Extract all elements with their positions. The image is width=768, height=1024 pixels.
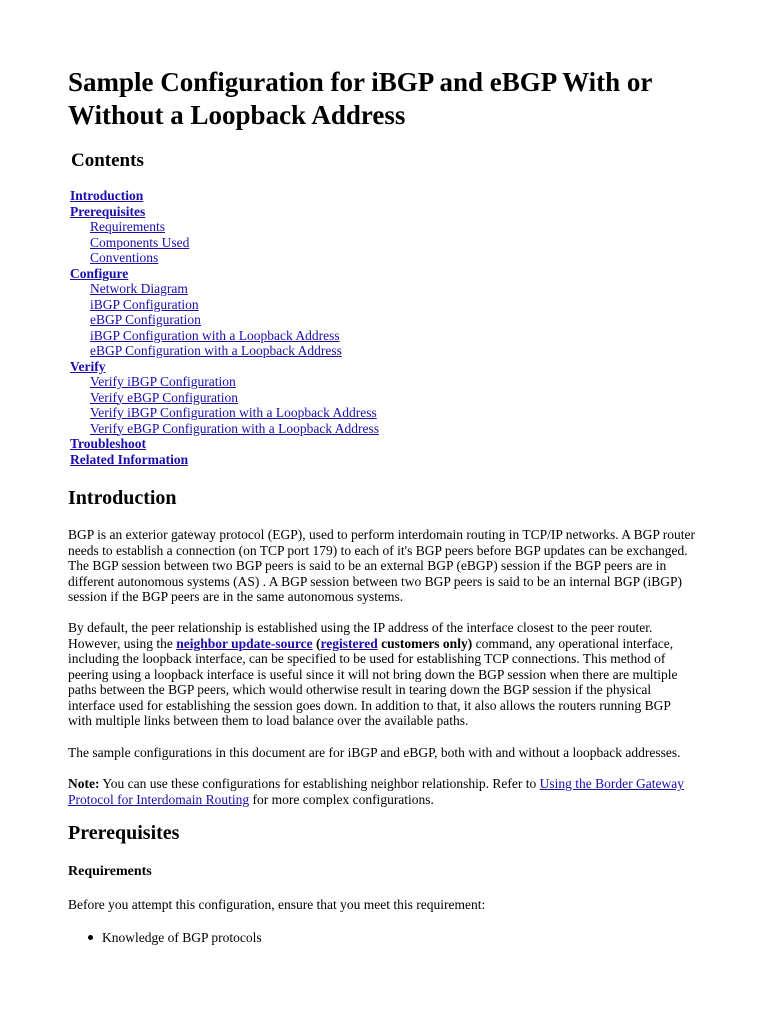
toc-link[interactable]: eBGP Configuration with a Loopback Address (90, 343, 342, 358)
neighbor-update-source-link[interactable]: neighbor update-source (176, 635, 313, 651)
toc-link[interactable]: Verify iBGP Configuration with a Loopback Address (90, 405, 377, 420)
toc-link[interactable]: Verify eBGP Configuration with a Loopback Address (90, 420, 379, 436)
list-item (68, 930, 262, 946)
contents-heading: Contents (71, 150, 144, 171)
toc-link[interactable]: Verify (70, 358, 106, 374)
toc-link[interactable]: Verify iBGP Configuration (90, 374, 236, 389)
intro-paragraph-3: The sample configurations in this document are for iBGP and eBGP, both with and without a loopback addresses. (68, 745, 681, 760)
intro-paragraph-2 (68, 620, 696, 729)
toc-link[interactable]: iBGP Configuration (90, 296, 199, 312)
toc-link[interactable]: Related Information (70, 451, 189, 467)
toc-item (70, 343, 379, 359)
toc-item (70, 266, 379, 282)
toc-link[interactable]: Network Diagram (90, 281, 188, 296)
toc-item (70, 219, 379, 235)
toc-link[interactable]: iBGP Configuration with a Loopback Address (90, 327, 340, 343)
intro-p2-after: command, any operational interface, including the loopback interface, can be specified to be used for establishing TCP connections. This method of peering using a loopback interface is useful since it will not bring down the BGP session when there are multiple paths between the BGP peers, which would otherwise result in tearing down the BGP session if the physical interface used for establishing the session goes down. In addition to that, it also allows the routers running BGP with multiple links between them to load balance over the available paths. (68, 635, 678, 728)
note-label: Note: (68, 776, 100, 791)
list-item-text: Knowledge of BGP protocols (102, 930, 262, 945)
page-title: Sample Configuration for iBGP and eBGP With or Without a Loopback Address (68, 67, 652, 130)
toc-item (70, 312, 379, 328)
toc-item (70, 204, 379, 220)
toc-item (70, 250, 379, 266)
toc-link[interactable]: Troubleshoot (70, 436, 147, 451)
table-of-contents (70, 188, 379, 467)
note-text: You can use these configurations for establishing neighbor relationship. Refer to (99, 776, 540, 791)
toc-item (70, 328, 379, 344)
toc-link[interactable]: Introduction (70, 188, 144, 203)
toc-link[interactable]: eBGP Configuration (90, 312, 201, 327)
prerequisites-heading: Prerequisites (68, 822, 180, 844)
toc-item (70, 390, 379, 406)
registered-link[interactable]: registered (320, 635, 378, 651)
requirements-list (68, 930, 262, 946)
toc-item (70, 359, 379, 375)
note-paragraph (68, 776, 696, 807)
customers-only-text: customers only) (377, 635, 473, 651)
toc-link[interactable]: Conventions (90, 250, 159, 265)
toc-link[interactable]: Requirements (90, 219, 165, 234)
toc-item (70, 405, 379, 421)
toc-link[interactable]: Components Used (90, 234, 190, 250)
toc-link[interactable]: Configure (70, 265, 129, 281)
toc-item (70, 235, 379, 251)
requirements-heading: Requirements (68, 864, 152, 879)
toc-item (70, 188, 379, 204)
bullet-icon (88, 935, 93, 940)
toc-item (70, 297, 379, 313)
paren-open: ( (312, 635, 321, 651)
toc-item (70, 281, 379, 297)
toc-link[interactable]: Prerequisites (70, 203, 146, 219)
bgp-interdomain-routing-link[interactable]: Using the Border Gateway Protocol for Interdomain Routing (68, 776, 684, 807)
toc-item (70, 452, 379, 468)
toc-item (70, 374, 379, 390)
requirements-text: Before you attempt this configuration, ensure that you meet this requirement: (68, 897, 486, 912)
note-after: for more complex configurations. (249, 791, 434, 807)
introduction-heading: Introduction (68, 487, 177, 509)
toc-link[interactable]: Verify eBGP Configuration (90, 389, 238, 405)
intro-paragraph-1: BGP is an exterior gateway protocol (EGP), used to perform interdomain routing in TCP/IP networks. A BGP router needs to establish a connection (on TCP port 179) to each of it's BGP peers before BGP updates can be exchanged. The BGP session between two BGP peers is said to be an external BGP (eBGP) session if the BGP peers are in different autonomous systems (AS) . A BGP session between two BGP peers is said to be an internal BGP (iBGP) session if the BGP peers are in the same autonomous systems. (68, 527, 696, 604)
toc-item (70, 421, 379, 437)
toc-item (70, 436, 379, 452)
intro-p2-before: By default, the peer relationship is established using the IP address of the interface closest to the peer router. However, using the (68, 620, 653, 651)
